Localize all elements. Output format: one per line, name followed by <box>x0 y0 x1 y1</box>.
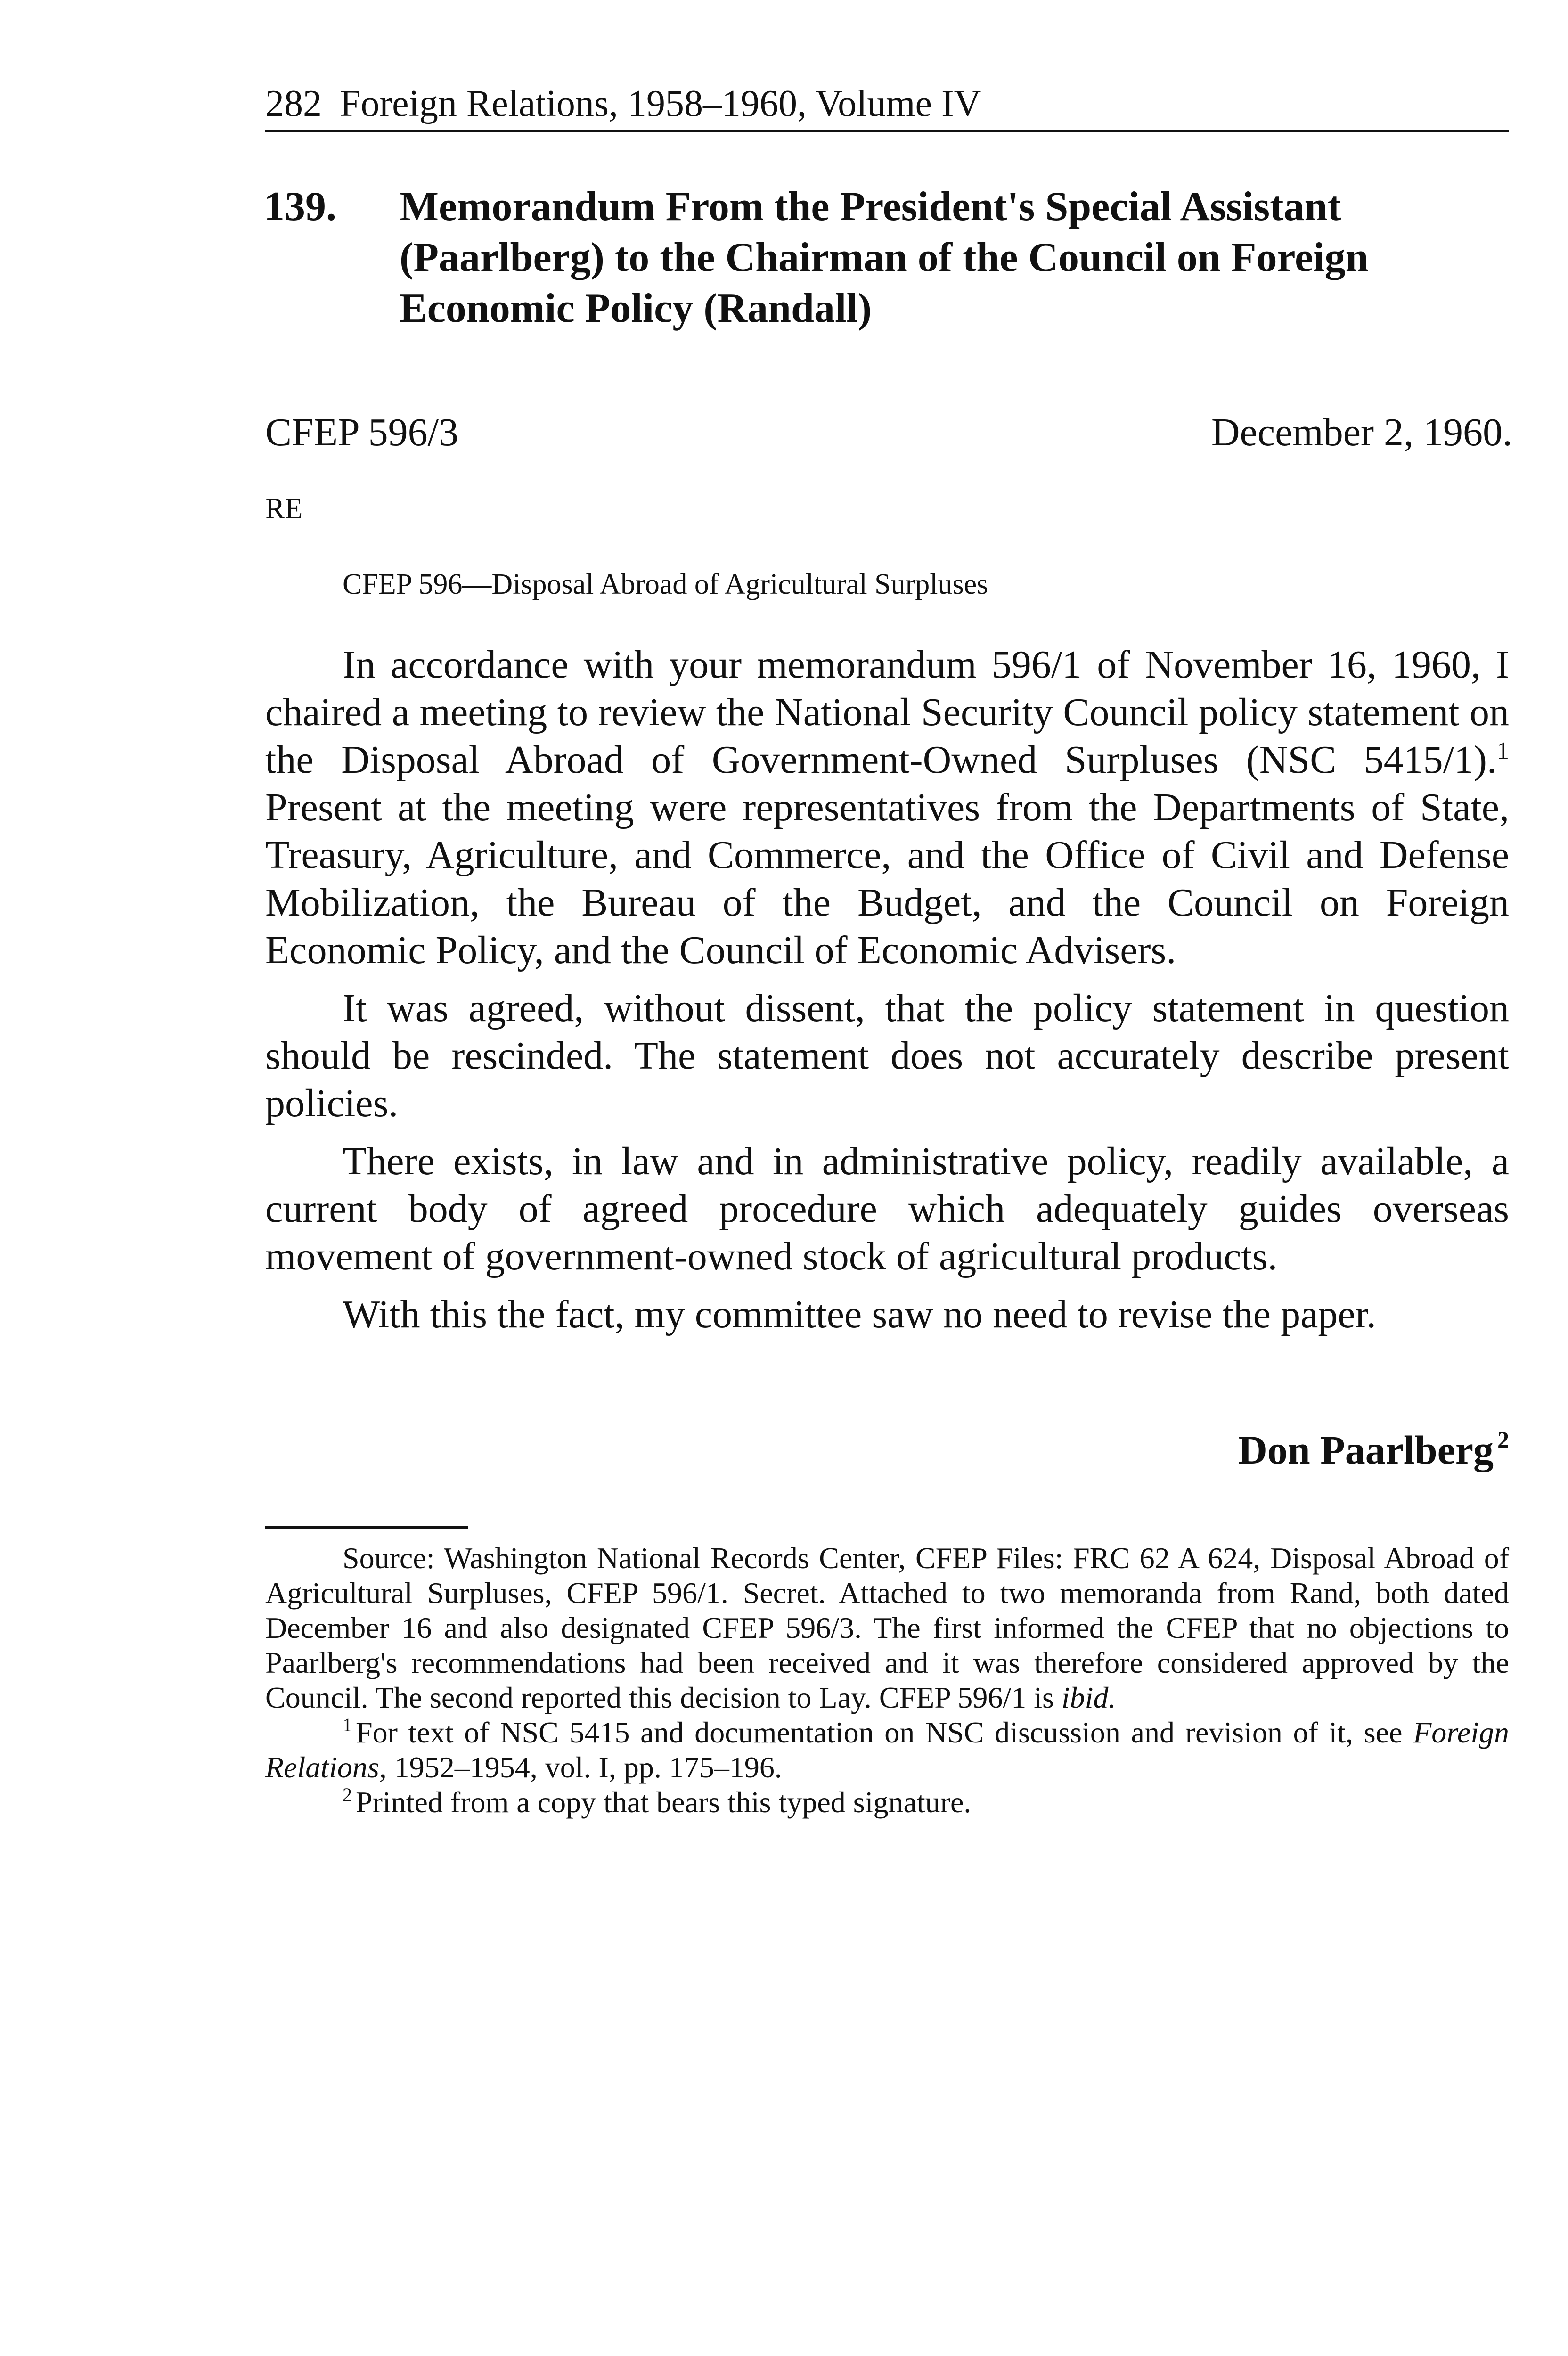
header-rule <box>265 130 1509 132</box>
source-note-text: Source: Washington National Records Center, CFEP Files: FRC 62 A 624, Disposal Abroad of Agricultural Surpluses, CFEP 596/1. Secret. Attached to two memoranda from Rand, both dated December 16 and also designated CFEP 596/3. The first informed the CFEP that no objections to Paarlberg's recommendations had been received and it was therefore considered approved by the Council. The second reported this decision to Lay. CFEP 596/1 is <box>265 1541 1509 1714</box>
footnote-1-marker: 1 <box>343 1714 352 1735</box>
paragraph-2: It was agreed, without dissent, that the policy statement in question should be rescinded. The statement does not accurately describe present policies. <box>265 986 1509 1125</box>
source-note <box>265 1541 1509 1715</box>
footnotes <box>265 1541 1509 1820</box>
footnote-rule <box>265 1526 468 1529</box>
paragraph-1 <box>265 641 1509 974</box>
paragraph-1-text: In accordance with your memorandum 596/1 of November 16, 1960, I chaired a meeting to review the National Security Council policy statement on the Disposal Abroad of Government-Owned Surpluses (NSC 5415/1). <box>265 643 1509 782</box>
footnote-ref-1: 1 <box>1497 737 1509 764</box>
paragraph-4: With this the fact, my committee saw no need to revise the paper. <box>343 1293 1376 1336</box>
document-date: December 2, 1960. <box>1211 410 1512 454</box>
document-number: 139. <box>264 184 336 229</box>
document-title: Memorandum From the President's Special Assistant (Paarlberg) to the Chairman of the Council on Foreign Economic Policy (Randall) <box>400 184 1369 331</box>
memo-body <box>265 641 1509 1349</box>
footnote-2-text: Printed from a copy that bears this typed signature. <box>356 1785 972 1819</box>
paragraph-3: There exists, in law and in administrative policy, readily available, a current body of agreed procedure which adequately guides overseas movement of government-owned stock of agricultural products. <box>265 1139 1509 1278</box>
footnote-1-tail: 1952–1954, vol. I, pp. 175–196. <box>386 1751 782 1784</box>
volume-title: Foreign Relations, 1958–1960, Volume IV <box>340 83 981 124</box>
footnote-ref-2: 2 <box>1497 1426 1509 1453</box>
re-label: RE <box>265 493 303 525</box>
running-header <box>265 80 1512 127</box>
signature-name: Don Paarlberg <box>1238 1427 1494 1472</box>
signature <box>1238 1425 1509 1474</box>
footnote-1 <box>265 1715 1509 1785</box>
footnote-1-text: For text of NSC 5415 and documentation on NSC discussion and revision of it, see <box>356 1716 1403 1749</box>
footnote-1-italic: Foreign Relations, <box>265 1716 1510 1784</box>
source-ibid: ibid. <box>1061 1681 1116 1714</box>
subject-line: CFEP 596—Disposal Abroad of Agricultural Surpluses <box>343 568 988 600</box>
reference-code: CFEP 596/3 <box>265 410 458 454</box>
paragraph-1-text-cont: Present at the meeting were representatives from the Departments of State, Treasury, Agriculture, and Commerce, and the Office of Civil and Defense Mobilization, the Bureau of the Budget, and the Council on Foreign Economic Policy, and the Council of Economic Advisers. <box>265 785 1509 972</box>
footnote-2-marker: 2 <box>343 1784 352 1805</box>
footnote-2 <box>265 1785 1509 1820</box>
page-number: 282 <box>265 83 322 124</box>
